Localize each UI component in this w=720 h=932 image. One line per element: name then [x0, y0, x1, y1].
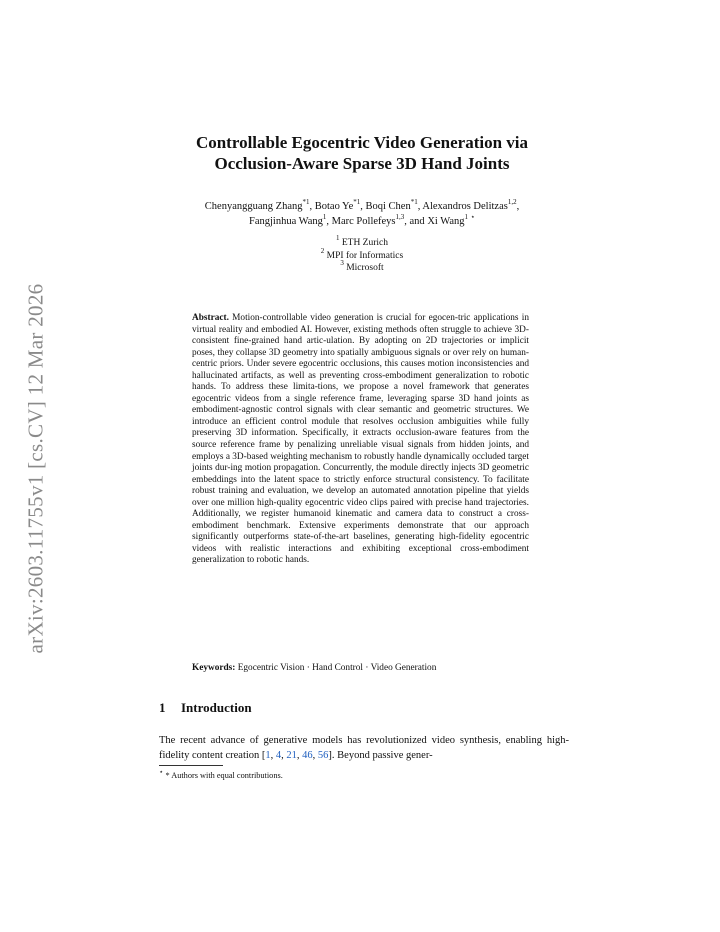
affiliation-mark: 3: [340, 259, 344, 268]
author-and: and: [409, 216, 425, 227]
abstract-text: Motion-controllable video generation is crucial for egocen-tric applications in virtual reality and embodied AI. However, existing methods often struggle to achieve 3D-consistent fine-grained hand artic-ulation. By adopting on 2D trajectories or implicit poses, they collapse 3D geometry into spatially ambiguous signals or over rely on human-centric priors. Under severe egocentric occlusions, this causes motion inconsistencies and hallucinated artifacts, as well as preventing cross-embodiment generalization to robotic hands. To address these limita-tions, we propose a novel framework that generates egocentric videos from a single reference frame, leveraging sparse 3D hand joints as embodiment-agnostic control signals with clear semantic and geometric structures. We introduce an efficient control module that resolves occlusion ambiguities while fully preserving 3D information. Specifically, it extracts occlusion-aware features from the source reference frame by penalizing unreliable visual signals from hidden joints, and employs a 3D-based weighting mechanism to robustly handle dynamically occluded target joints dur-ing motion propagation. Concurrently, the module directly injects 3D geometric embeddings into the latent space to strictly enforce structural consistency. To facilitate robust training and evaluation, we develop an automated annotation pipeline that yields over one million high-quality egocentric video clips paired with precise hand trajectories. Additionally, we register humanoid kinematic and camera data to construct a cross-embodiment benchmark. Extensive experiments demonstrate that our approach significantly outperforms state-of-the-art baselines, generating high-fidelity egocentric videos with realistic interactions and exhibiting exceptional cross-embodiment generalization to robotic hands.: [192, 313, 530, 566]
abstract: [192, 313, 529, 567]
author-affil-mark: 1,2: [507, 198, 517, 206]
author-affil-mark: 1: [322, 213, 327, 221]
affiliation-mark: 1: [335, 234, 340, 243]
author-name: Alexandros Delitzas: [422, 201, 508, 212]
citation-link[interactable]: 46: [302, 750, 313, 761]
author-name: Xi Wang: [427, 216, 465, 227]
paper-title: [120, 132, 604, 174]
affiliation-name: ETH Zurich: [341, 238, 389, 248]
section-title: Introduction: [181, 700, 252, 715]
affiliation: [120, 234, 604, 250]
footnote: [159, 767, 283, 781]
title-line: Occlusion-Aware Sparse 3D Hand Joints: [214, 154, 510, 173]
author-name: Marc Pollefeys: [331, 216, 396, 227]
affiliation-name: MPI for Informatics: [326, 250, 404, 261]
arxiv-sidebar: [20, 258, 52, 678]
keywords-text: Egocentric Vision · Hand Control · Video Generation: [237, 663, 437, 673]
intro-text: ]. Beyond passive gener-: [328, 750, 433, 761]
citation-link[interactable]: 1: [265, 750, 271, 761]
footnote-marker: ⋆: [159, 767, 164, 776]
footnote-text: * Authors with equal contributions.: [165, 771, 283, 780]
author-affil-mark: 1,3: [395, 213, 405, 221]
affiliation-list: [120, 234, 604, 275]
citation-link[interactable]: 4: [275, 750, 282, 761]
affiliation: [120, 246, 604, 263]
affiliation: [120, 259, 604, 275]
author-line-2: Fangjinhua Wang$^1$, Marc Pollefeys$^{1,3}$, and Xi Wang$^1$ ⋆: [248, 213, 475, 227]
corresponding-star: ⋆: [470, 213, 475, 221]
section-number: 1: [159, 700, 166, 715]
author-list: [120, 199, 604, 229]
keywords: [192, 662, 552, 674]
author-name: Chenyangguang Zhang: [204, 201, 303, 212]
abstract-label: Abstract.: [192, 313, 229, 323]
author-affil-mark: *1: [410, 198, 418, 206]
title-line: Controllable Egocentric Video Generation via: [195, 133, 529, 152]
author-affil-mark: 1: [464, 213, 468, 221]
intro-text: The recent advance of generative models has revolutionized video synthesis, enabling high-fidelity content creation [: [159, 735, 569, 761]
citation-link[interactable]: 56: [317, 750, 329, 761]
author-name: Botao Ye: [314, 201, 354, 212]
author-affil-mark: *1: [302, 198, 310, 206]
author-name: Fangjinhua Wang: [248, 216, 323, 227]
affiliation-name: Microsoft: [346, 263, 384, 273]
arxiv-identifier: arXiv:2603.11755v1 [cs.CV] 12 Mar 2026: [23, 283, 48, 653]
affiliation-mark: 2: [320, 246, 325, 255]
author-name: Boqi Chen: [365, 201, 411, 212]
keywords-label: Keywords:: [192, 663, 236, 673]
citation-link[interactable]: 21: [286, 750, 297, 761]
author-affil-mark: *1: [353, 198, 361, 206]
footnote-rule: [159, 765, 223, 766]
author-line-1: Chenyangguang Zhang$^{*1}$, Botao Ye$^{*1}$, Boqi Chen$^{*1}$, Alexandros Delitzas$^{1,2}$,: [204, 198, 520, 212]
section-heading: [159, 700, 252, 716]
intro-paragraph: The recent advance of generative models has revolutionized video synthesis, enabling high-fidelity content creation [1, 4, 21, 46, 56]. Beyond passive gener-: [159, 735, 569, 761]
